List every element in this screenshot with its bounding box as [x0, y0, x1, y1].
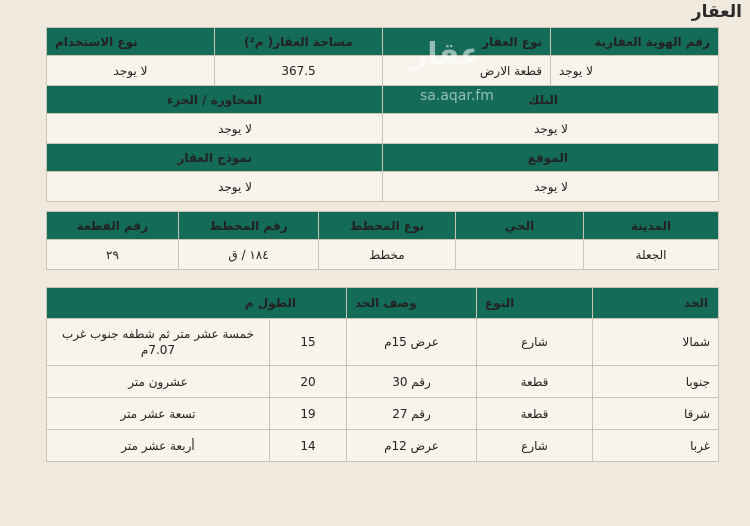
boundary-length-cell [47, 430, 347, 462]
header-city: المدينة [584, 212, 719, 240]
header-plan-type: نوع المخطط [319, 212, 456, 240]
property-row1-header [47, 28, 719, 56]
header-property-id: رقم الهوية العقارية [551, 28, 719, 56]
header-property-type: نوع العقار [383, 28, 551, 56]
header-plot-number: رقم القطعة [47, 212, 179, 240]
header-property-area: مساحة العقار( م²) [215, 28, 383, 56]
value-plan-type: مخطط [319, 240, 456, 270]
property-row2-header [47, 86, 719, 114]
value-location: لا يوجد [383, 172, 719, 202]
value-property-model: لا يوجد [47, 172, 383, 202]
boundary-row [47, 319, 719, 366]
value-property-type: قطعة الارض [383, 56, 551, 86]
boundary-description: عرض 15م [347, 319, 477, 366]
property-row2-values [47, 114, 719, 144]
boundary-length: 14 [269, 430, 346, 461]
boundary-description: عرض 12م [347, 430, 477, 462]
header-block: البلك [383, 86, 719, 114]
property-row3-header [47, 144, 719, 172]
boundary-side: شمالا [593, 319, 719, 366]
value-usage-type: لا يوجد [47, 56, 215, 86]
boundary-length-text: عشرون متر [128, 374, 188, 389]
header-location: الموقع [383, 144, 719, 172]
header-neighborhood-part: المجاورة / الجزء [47, 86, 383, 114]
value-property-id: لا يوجد [551, 56, 719, 86]
header-description: وصف الحد [347, 288, 477, 319]
boundary-description: رقم 27 [347, 398, 477, 430]
header-usage-type: نوع الاستخدام [47, 28, 215, 56]
boundary-side: غربا [593, 430, 719, 462]
watermark-url: sa.aqar.fm [420, 88, 494, 104]
header-district: الحي [456, 212, 584, 240]
boundary-row [47, 430, 719, 462]
boundary-length-text: خمسة عشر متر ثم شطفه جنوب غرب 7.07م [62, 327, 254, 357]
header-side: الحد [593, 288, 719, 319]
value-district [456, 240, 584, 270]
boundary-length-text: تسعة عشر متر [120, 406, 196, 421]
value-block: لا يوجد [383, 114, 719, 144]
value-plot-number: ٢٩ [47, 240, 179, 270]
plan-values-row [47, 240, 719, 270]
property-row1-values [47, 56, 719, 86]
boundary-length: 19 [269, 398, 346, 429]
boundary-type: شارع [477, 430, 593, 462]
header-plan-number: رقم المخطط [179, 212, 319, 240]
boundary-type: شارع [477, 319, 593, 366]
boundary-type: قطعة [477, 398, 593, 430]
header-type: النوع [477, 288, 593, 319]
boundary-row [47, 366, 719, 398]
watermark-logo-text: عقار [410, 37, 481, 72]
boundary-length: 20 [269, 366, 346, 397]
boundary-length-cell [47, 319, 347, 366]
boundary-length: 15 [269, 319, 346, 365]
boundary-length-cell [47, 398, 347, 430]
header-length: الطول م [47, 288, 347, 319]
boundary-type: قطعة [477, 366, 593, 398]
value-plan-number: ١٨٤ / ق [179, 240, 319, 270]
value-city: الجعلة [584, 240, 719, 270]
boundary-row [47, 398, 719, 430]
value-property-area: 367.5 [215, 56, 383, 86]
plan-info-table [46, 211, 719, 270]
plan-header-row [47, 212, 719, 240]
boundary-length-text: أربعة عشر متر [121, 438, 195, 453]
property-info-table [46, 27, 719, 202]
value-neighborhood-part: لا يوجد [47, 114, 383, 144]
boundary-description: رقم 30 [347, 366, 477, 398]
boundaries-table [46, 287, 719, 462]
header-property-model: نموذج العقار [47, 144, 383, 172]
page-title: العقار [691, 2, 742, 22]
boundaries-header-row [47, 288, 719, 319]
boundary-side: شرقا [593, 398, 719, 430]
boundary-length-cell [47, 366, 347, 398]
property-row3-values [47, 172, 719, 202]
boundary-side: جنوبا [593, 366, 719, 398]
